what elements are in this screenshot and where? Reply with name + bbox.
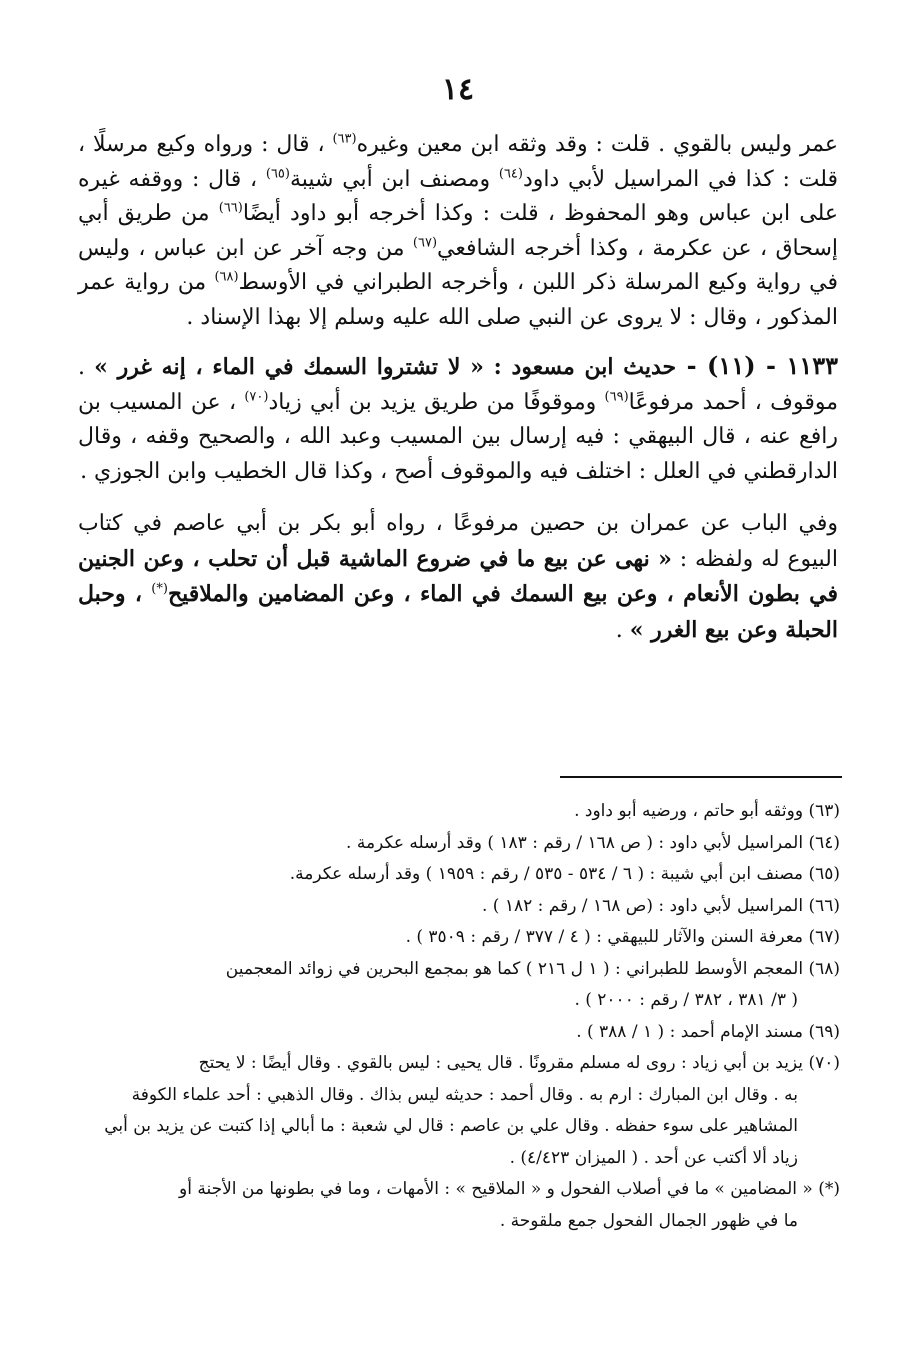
text-run: . موقوف ، أحمد مرفوعًا	[78, 355, 839, 415]
text-run: من رواية عمر المذكور ، وقال : لا يروى عن النبي صلى الله عليه وسلم إلا بهذا الإسناد .	[78, 270, 838, 330]
footnote-70	[80, 1048, 840, 1174]
footnote-number: (٦٥)	[808, 864, 840, 884]
footnote-64	[80, 828, 840, 860]
footnote-number: (٦٤)	[808, 832, 840, 853]
text-run: وموقوفًا من طريق يزيد بن أبي زياد	[268, 389, 605, 415]
footnote-ref: (٦٦)	[218, 200, 243, 216]
text-run: ، قال : ورواه وكيع مرسلًا ، قلت : كذا في المراسيل لأبي داود	[78, 132, 839, 192]
text-run: من طريق أبي إسحاق ، عن عكرمة ، وكذا أخرجه الشافعي	[78, 201, 839, 261]
text-run: ، قال : ووقفه غيره على ابن عباس وهو المحفوظ ، قلت : وكذا أخرجه أبو داود أيضًا	[78, 166, 838, 226]
footnote-ref: (٦٩)	[604, 389, 629, 405]
footnote-ref: (٦٤)	[498, 166, 523, 182]
footnote-text: المراسيل لأبي داود : ( ص ١٦٨ / رقم : ١٨٣ ) وقد أرسله عكرمة .	[346, 832, 804, 853]
text-run: ومصنف ابن أبي شيبة	[289, 166, 499, 192]
text-run: ، عن المسيب بن رافع عنه ، قال البيهقي : فيه إرسال بين المسيب وعبد الله ، والصحيح وقفه ، وقال الدارقطني في العلل : اختلف فيه والموقوف أصح ، وكذا قال الخطيب وابن الجوزي .	[78, 389, 838, 484]
footnote-ref: (٦٧)	[412, 235, 438, 251]
footnote-65	[80, 859, 840, 891]
footnote-text: المعجم الأوسط للطبراني : ( ١ ل ٢١٦ ) كما هو بمجمع البحرين في زوائد المعجمين	[225, 958, 804, 979]
footnote-number: (٧٠)	[808, 1053, 840, 1073]
footnote-number: (٦٩)	[808, 1021, 840, 1042]
footnotes	[80, 796, 840, 1237]
footnote-text: مصنف ابن أبي شيبة : ( ٦ / ٥٣٤ - ٥٣٥ / رقم : ١٩٥٩ ) وقد أرسله عكرمة.	[289, 864, 804, 884]
footnote-continuation: ( ٣/ ٣٨١ ، ٣٨٢ / رقم : ٢٠٠٠ ) .	[574, 990, 798, 1010]
footnote-63	[80, 796, 840, 828]
footnote-number: (٦٨)	[808, 958, 840, 979]
main-text	[78, 128, 838, 648]
footnote-number: (٦٣)	[808, 801, 840, 821]
footnote-ref: (٦٨)	[214, 269, 239, 285]
footnote-ref: (٦٥)	[265, 166, 290, 182]
footnote-66	[80, 891, 840, 923]
footnote-ref: (*)	[151, 581, 168, 597]
text-run: من وجه آخر عن ابن عباس ، وليس في رواية وكيع المرسلة ذكر اللبن ، وأخرجه الطبراني في الأوسط	[78, 235, 838, 295]
footnote-text: ووثقه أبو حاتم ، ورضيه أبو داود .	[574, 801, 804, 821]
text-run: عمر وليس بالقوي . قلت : وقد وثقه ابن معين وغيره	[356, 132, 838, 157]
paragraph-3	[78, 507, 838, 648]
paragraph-1	[78, 128, 838, 335]
footnote-number: (*)	[818, 1179, 840, 1199]
page-number: ١٤	[441, 72, 475, 107]
footnote-68	[80, 954, 840, 1017]
footnote-number: (٦٧)	[808, 927, 840, 947]
hadith-number: ١١٣٣ - (١١) -	[676, 351, 839, 380]
footnote-continuation: به . وقال ابن المبارك : ارم به . وقال أحمد : حديثه ليس بذاك . وقال الذهبي : أحد علماء الكوفة المشاهير على سوء حفظه . وقال علي بن عاصم : قال لي شعبة : ما أبالي إذا كتبت عن يزيد بن أبي زياد ألا أكتب عن أحد . ( الميزان ٤/٤٢٣) .	[104, 1084, 798, 1168]
text-run: وفي الباب عن عمران بن حصين مرفوعًا ، رواه أبو بكر بن أبي عاصم في كتاب البيوع له ولفظه :	[78, 511, 839, 572]
hadith-quote-end: ، وحبل الحبلة وعن بيع الغرر »	[78, 581, 838, 643]
footnote-text: معرفة السنن والآثار للبيهقي : ( ٤ / ٣٧٧ / رقم : ٣٥٠٩ ) .	[405, 927, 804, 947]
footnote-ref: (٦٣)	[332, 131, 357, 147]
footnote-text: يزيد بن أبي زياد : روى له مسلم مقرونًا . قال يحيى : ليس بالقوي . وقال أيضًا : لا يحتج	[198, 1053, 804, 1073]
paragraph-hadith	[78, 349, 838, 489]
footnote-number: (٦٦)	[808, 895, 840, 916]
hadith-quote: « نهى عن بيع ما في ضروع الماشية قبل أن تحلب ، وعن الجنين في بطون الأنعام ، وعن بيع السمك في الماء ، وعن المضامين والملاقيح	[78, 545, 838, 607]
hadith-title: حديث ابن مسعود : « لا تشتروا السمك في الماء ، إنه غرر »	[94, 354, 677, 380]
footnote-text: مسند الإمام أحمد : ( ١ / ٣٨٨ ) .	[576, 1021, 804, 1042]
footnote-69	[80, 1017, 840, 1049]
text-run: .	[615, 617, 630, 643]
footnote-divider	[560, 776, 842, 778]
footnote-star	[80, 1174, 840, 1237]
footnote-67	[80, 922, 840, 954]
footnote-text: المراسيل لأبي داود : (ص ١٦٨ / رقم : ١٨٢ ) .	[481, 895, 804, 916]
footnote-continuation: ما في ظهور الجمال الفحول جمع ملقوحة .	[499, 1210, 798, 1231]
footnote-ref: (٧٠)	[244, 389, 269, 405]
footnote-text: « المضامين » ما في أصلاب الفحول و « الملاقيح » : الأمهات ، وما في بطونها من الأجنة أو	[179, 1179, 813, 1199]
